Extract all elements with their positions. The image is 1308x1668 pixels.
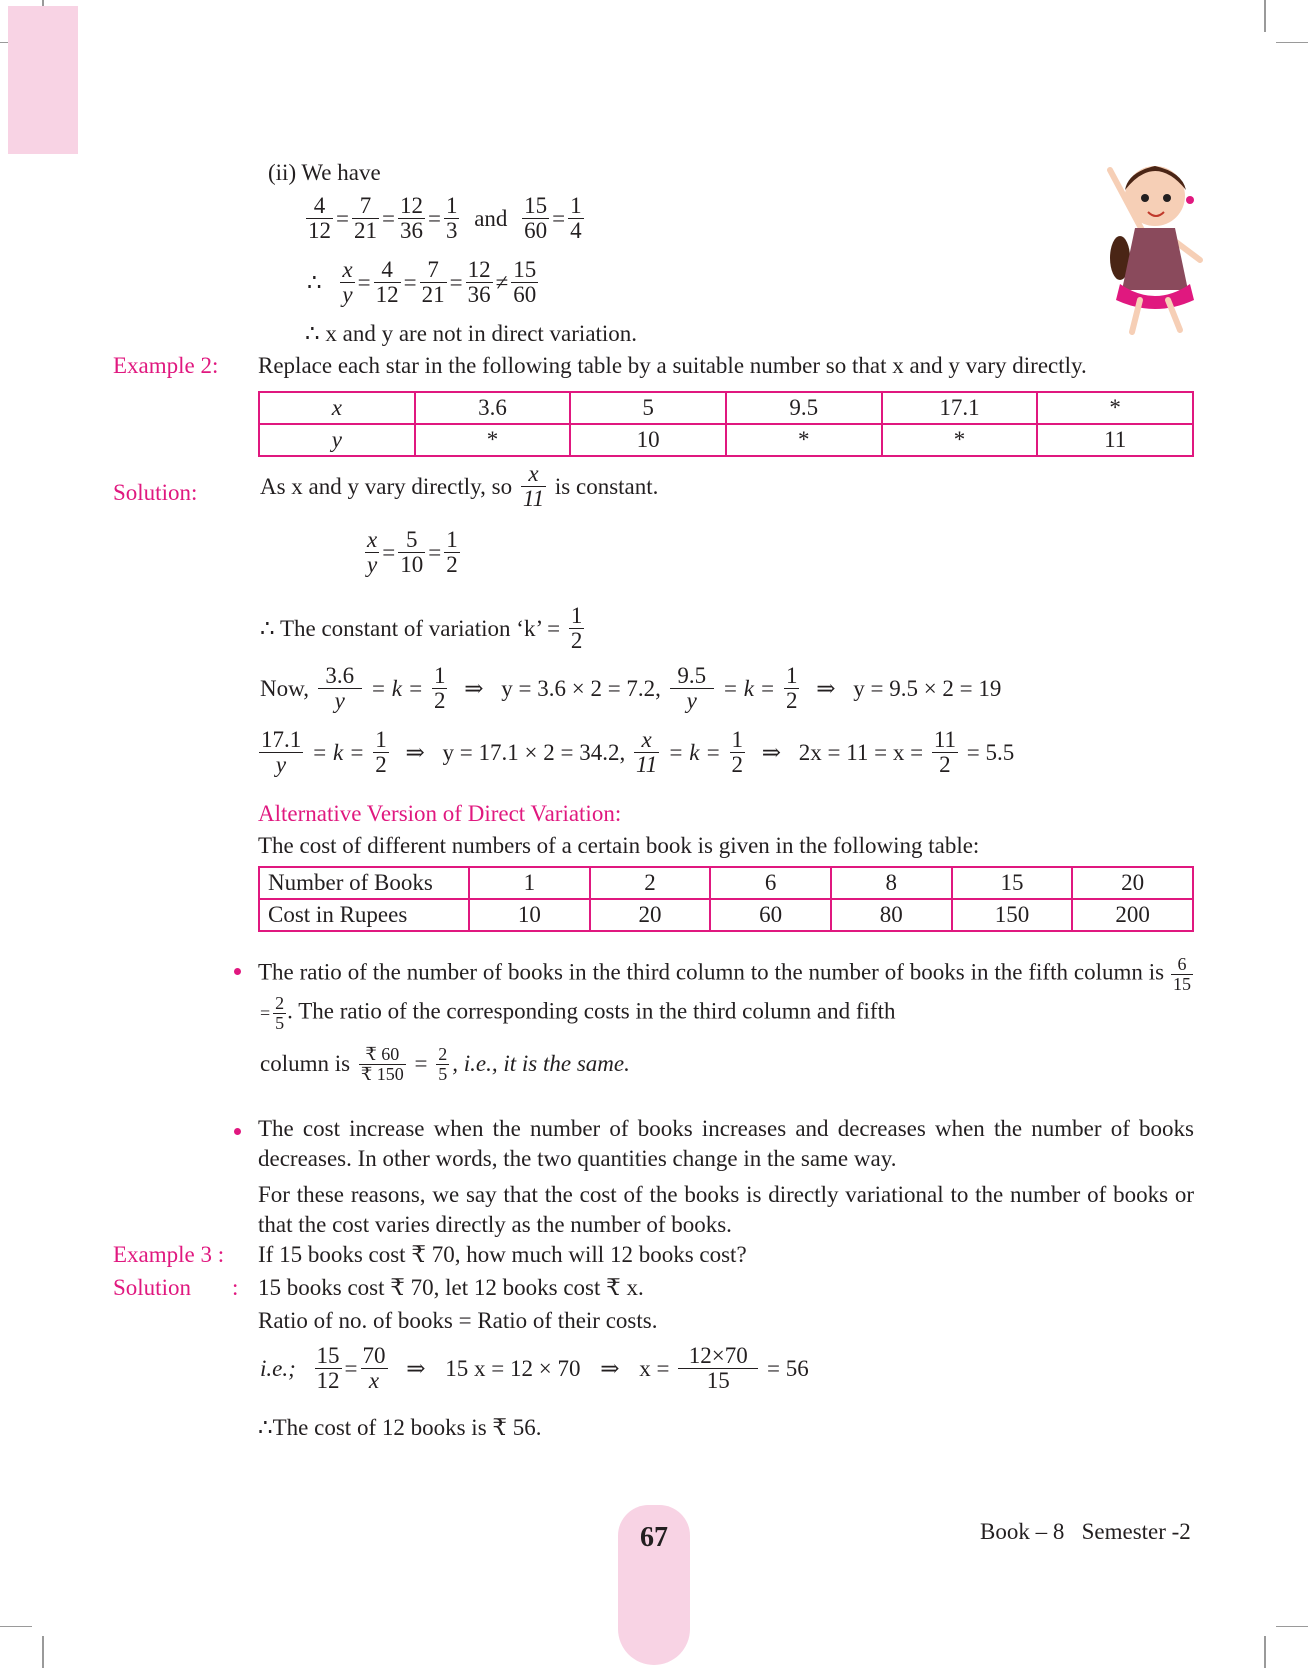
- fraction: $\frac{1}{2}$: [375, 727, 387, 778]
- fraction: $\frac{1}{4}$: [570, 193, 582, 244]
- table-cell: 17.1: [882, 392, 1038, 424]
- table-row: [259, 867, 1193, 899]
- bullet-dot: [234, 1128, 241, 1135]
- fraction: $\frac{6}{15}$: [1173, 954, 1191, 994]
- table-cell: 80: [831, 899, 952, 931]
- example-2-label: Example 2:: [113, 353, 219, 378]
- solution-line: As x and y vary directly, so $\frac{x}{11}$ is constant.: [260, 461, 659, 512]
- crop-mark: [1276, 42, 1308, 43]
- fraction: $\frac{15}{60}$: [524, 193, 548, 244]
- example-2-table: [258, 391, 1194, 457]
- solution-label: Solution:: [113, 480, 198, 505]
- fraction: $\frac{12}{36}$: [467, 257, 491, 308]
- solution-3-colon: :: [232, 1275, 239, 1300]
- example-2-text: Replace each star in the following table by a suitable number so that x and y vary directly.: [258, 353, 1087, 378]
- fraction: $\frac{x}{y}$: [367, 527, 378, 578]
- table-cell: y: [259, 424, 415, 456]
- ratio-text: Ratio of no. of books = Ratio of their costs.: [258, 1308, 658, 1333]
- page-number: 67: [640, 1522, 668, 1553]
- fraction: $\frac{70}{x}$: [362, 1343, 386, 1394]
- fraction: $\frac{x}{y}$: [342, 257, 353, 308]
- fraction: $\frac{12\times 70}{15}$: [678, 1344, 758, 1393]
- fraction: $\frac{5}{10}$: [400, 527, 424, 578]
- part-ii-conclusion: ∴ x and y are not in direct variation.: [305, 321, 638, 346]
- bullet-1-line-3: column is $\frac{₹ 60}{₹ 150}$ = $\frac{2}{5}$ , i.e., it is the same.: [260, 1044, 630, 1084]
- fraction: $\frac{1}{2}$: [433, 663, 446, 714]
- fraction: $\frac{1}{2}$: [446, 527, 458, 578]
- fraction: $\frac{9.5}{y}$: [670, 664, 714, 713]
- table-cell: Cost in Rupees: [259, 899, 469, 931]
- table-cell: 1: [469, 867, 590, 899]
- table-cell: 9.5: [726, 392, 882, 424]
- part-ii-chain: ∴ $\frac{x}{y}$ = $\frac{4}{12}$ = $\frac{7}{21}$ = $\frac{12}{36}$ ≠ $\frac{15}{60}$: [307, 257, 537, 308]
- table-row: [259, 392, 1193, 424]
- fraction: $\frac{2}{5}$: [275, 992, 285, 1033]
- book-label: Book – 8 Semester -2: [980, 1519, 1191, 1544]
- crop-mark: [42, 1636, 44, 1668]
- fraction: $\frac{4}{12}$: [375, 257, 399, 308]
- part-ii-intro: (ii) We have: [268, 160, 381, 185]
- now-line: Now, $\frac{3.6}{y}$ = k = $\frac{1}{2}$ ⇒ y = 3.6 × 2 = 7.2, $\frac{9.5}{y}$ = k = $\frac{1}{2}$ ⇒ y = 9.5 × 2 = 19: [260, 663, 1002, 714]
- table-cell: *: [726, 424, 882, 456]
- fraction: $\frac{7}{21}$: [421, 257, 445, 308]
- table-cell: 200: [1072, 899, 1193, 931]
- table-cell: *: [882, 424, 1038, 456]
- table-cell: 60: [710, 899, 831, 931]
- alternative-intro: The cost of different numbers of a certain book is given in the following table:: [258, 833, 980, 858]
- fraction: $\frac{1}{2}$: [570, 603, 583, 654]
- bullet-1-paragraph: The ratio of the number of books in the third column to the number of books in the fifth column is $\frac{6}{15}$ = $\frac{2}{5}$ . The ratio of the corresponding costs in the third column and fifth: [258, 954, 1191, 1033]
- table-row: [259, 424, 1193, 456]
- crop-mark: [1264, 1636, 1266, 1668]
- fraction: $\frac{1}{2}$: [731, 727, 743, 778]
- fraction: $\frac{4}{12}$: [308, 193, 331, 244]
- example-3-label: Example 3 :: [113, 1242, 225, 1267]
- part-ii-equation: $\frac{4}{12}$ = $\frac{7}{21}$ = $\frac{12}{36}$ = $\frac{1}{3}$ and $\frac{15}{60}$ = $\frac{1}{4}$: [308, 193, 582, 244]
- table-cell: 8: [831, 867, 952, 899]
- bullet-dot: [234, 968, 241, 975]
- fraction: $\frac{3.6}{y}$: [318, 664, 362, 713]
- table-cell: 10: [469, 899, 590, 931]
- table-cell: *: [415, 424, 571, 456]
- table-cell: 10: [570, 424, 726, 456]
- table-cell: 3.6: [415, 392, 571, 424]
- table-cell: 6: [710, 867, 831, 899]
- table-cell: 20: [1072, 867, 1193, 899]
- fraction: $\frac{1}{3}$: [445, 193, 458, 244]
- table-row: [259, 899, 1193, 931]
- solution-3-text: 15 books cost ₹ 70, let 12 books cost ₹ x.: [258, 1275, 644, 1300]
- fraction: $\frac{1}{2}$: [785, 663, 798, 714]
- second-line: $\frac{17.1}{y}$ = k = $\frac{1}{2}$ ⇒ y = 17.1 × 2 = 34.2, $\frac{x}{11}$ = k = $\frac{1}{2}$ ⇒ 2x = 11 = x = $\frac{11}{2}$ = 5.5: [261, 727, 1015, 778]
- table-cell: 150: [952, 899, 1073, 931]
- fraction: $\frac{7}{21}$: [353, 193, 377, 244]
- table-cell: 5: [570, 392, 726, 424]
- fraction: $\frac{x}{11}$: [635, 727, 658, 778]
- table-cell: *: [1037, 392, 1193, 424]
- final-answer: ∴The cost of 12 books is ₹ 56.: [258, 1415, 542, 1440]
- table-cell: 11: [1037, 424, 1193, 456]
- fraction: $\frac{x}{11}$: [522, 461, 545, 512]
- books-table: [258, 866, 1194, 932]
- corner-tab: [8, 6, 78, 154]
- fraction: $\frac{₹ 60}{₹ 150}$: [360, 1044, 404, 1084]
- table-cell: 20: [590, 899, 711, 931]
- crop-mark: [1276, 1626, 1308, 1627]
- table-cell: x: [259, 392, 415, 424]
- fraction: $\frac{2}{5}$: [438, 1044, 448, 1084]
- fraction: $\frac{17.1}{y}$: [261, 727, 302, 778]
- example-3-text: If 15 books cost ₹ 70, how much will 12 books cost?: [258, 1242, 747, 1267]
- solution-3-label: Solution: [113, 1275, 191, 1300]
- fraction: $\frac{11}{2}$: [933, 727, 956, 778]
- fraction: $\frac{15}{60}$: [513, 257, 537, 308]
- fraction: $\frac{15}{12}$: [316, 1343, 340, 1394]
- constant-line: ∴ The constant of variation ‘k’ = $\frac{1}{2}$: [260, 603, 583, 654]
- crop-mark: [1264, 0, 1266, 32]
- crop-mark: [0, 1626, 32, 1627]
- alternative-heading: Alternative Version of Direct Variation:: [258, 801, 622, 826]
- solution-equation: $\frac{x}{y}$ = $\frac{5}{10}$ = $\frac{1}{2}$: [367, 527, 458, 578]
- reason-paragraph: For these reasons, we say that the cost of the books is directly variational to the number of books or that the cost varies directly as the number of books.: [258, 1182, 1194, 1237]
- girl-illustration: [1080, 150, 1210, 340]
- table-cell: Number of Books: [259, 867, 469, 899]
- bullet-2-paragraph: The cost increase when the number of books increases and decreases when the number of books decreases. In other words, the two quantities change in the same way.: [258, 1116, 1194, 1171]
- fraction: $\frac{12}{36}$: [399, 193, 423, 244]
- example-3-equation: i.e.; $\frac{15}{12}$ = $\frac{70}{x}$ ⇒ 15 x = 12 × 70 ⇒ x = $\frac{12\times 70}{15}$ = 56: [260, 1343, 809, 1394]
- table-cell: 2: [590, 867, 711, 899]
- table-cell: 15: [952, 867, 1073, 899]
